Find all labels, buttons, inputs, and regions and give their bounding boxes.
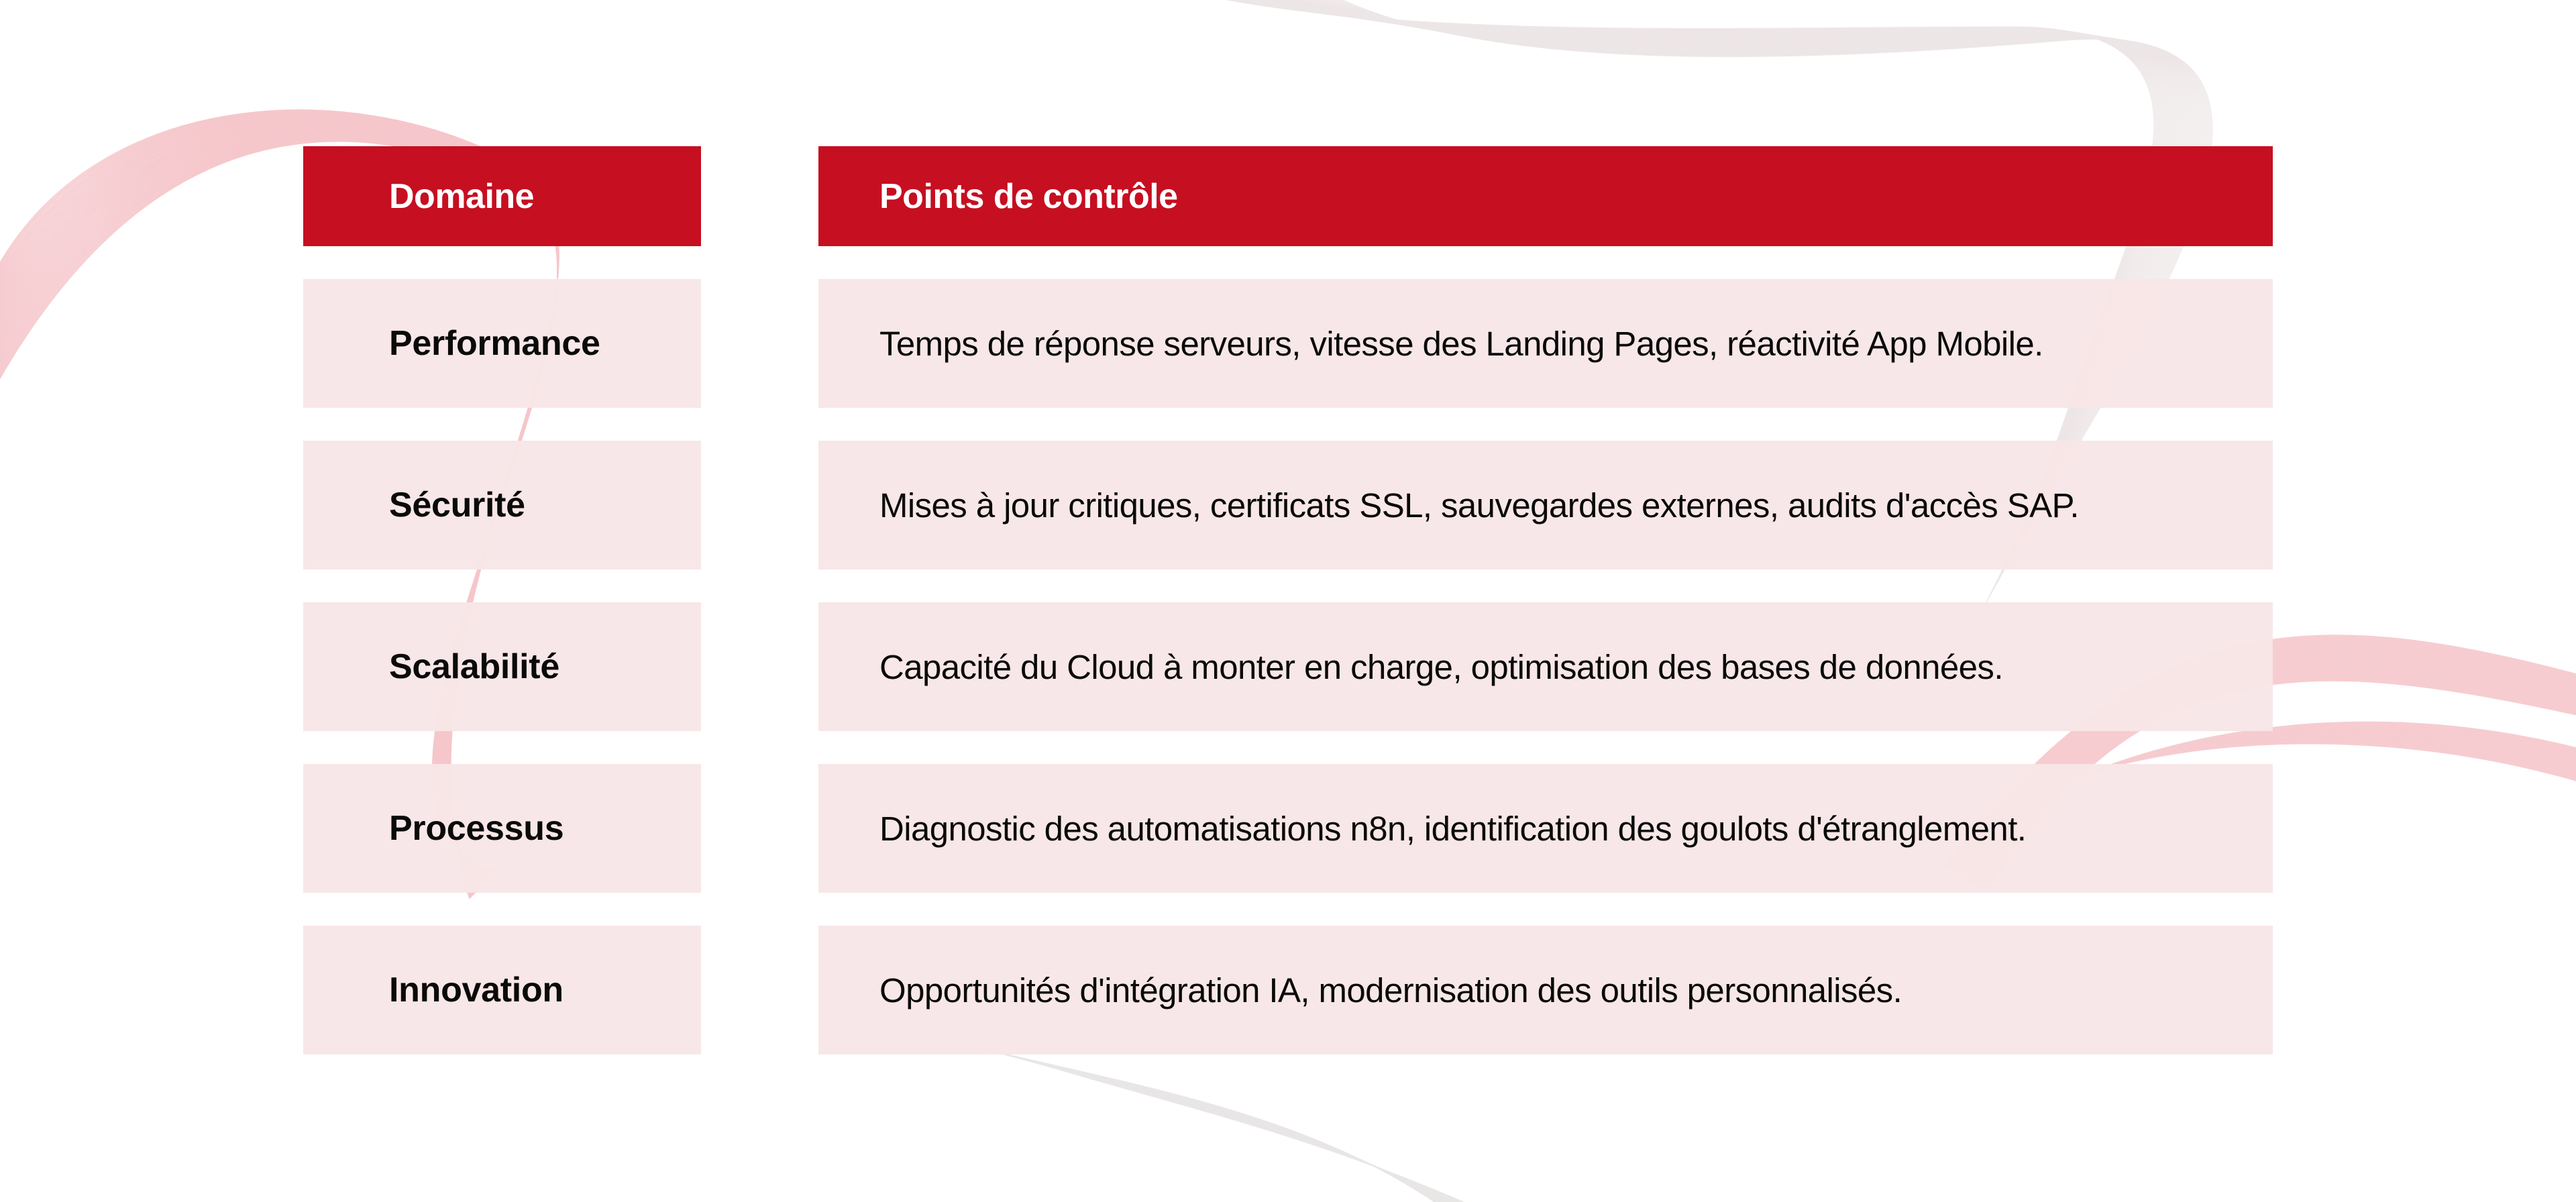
table-row-points-cell — [818, 279, 2273, 408]
column-header-points — [818, 146, 2273, 246]
domain-label: Innovation — [389, 971, 564, 1009]
table-row-domain-cell — [303, 926, 701, 1054]
points-text: Mises à jour critiques, certificats SSL, sauvegardes externes, audits d'accès SAP. — [879, 486, 2079, 525]
table-row-points-cell — [818, 926, 2273, 1054]
points-text: Opportunités d'intégration IA, modernisation des outils personnalisés. — [879, 971, 1902, 1009]
domain-label: Scalabilité — [389, 647, 559, 686]
table-row-points-cell — [818, 441, 2273, 569]
table-row-domain-cell — [303, 764, 701, 893]
points-text: Diagnostic des automatisations n8n, identification des goulots d'étranglement. — [879, 809, 2027, 848]
points-text: Capacité du Cloud à monter en charge, optimisation des bases de données. — [879, 647, 2003, 686]
table-row-points-cell — [818, 602, 2273, 731]
table-row-points-cell — [818, 764, 2273, 893]
column-header-points-label: Points de contrôle — [879, 176, 1178, 216]
domain-label: Sécurité — [389, 486, 525, 525]
column-header-domain-label: Domaine — [389, 176, 535, 216]
points-text: Temps de réponse serveurs, vitesse des Landing Pages, réactivité App Mobile. — [879, 324, 2043, 363]
table-row-domain-cell — [303, 441, 701, 569]
table-row-domain-cell — [303, 279, 701, 408]
column-header-domain — [303, 146, 701, 246]
domain-label: Performance — [389, 324, 600, 363]
table-row-domain-cell — [303, 602, 701, 731]
domain-label: Processus — [389, 809, 564, 848]
